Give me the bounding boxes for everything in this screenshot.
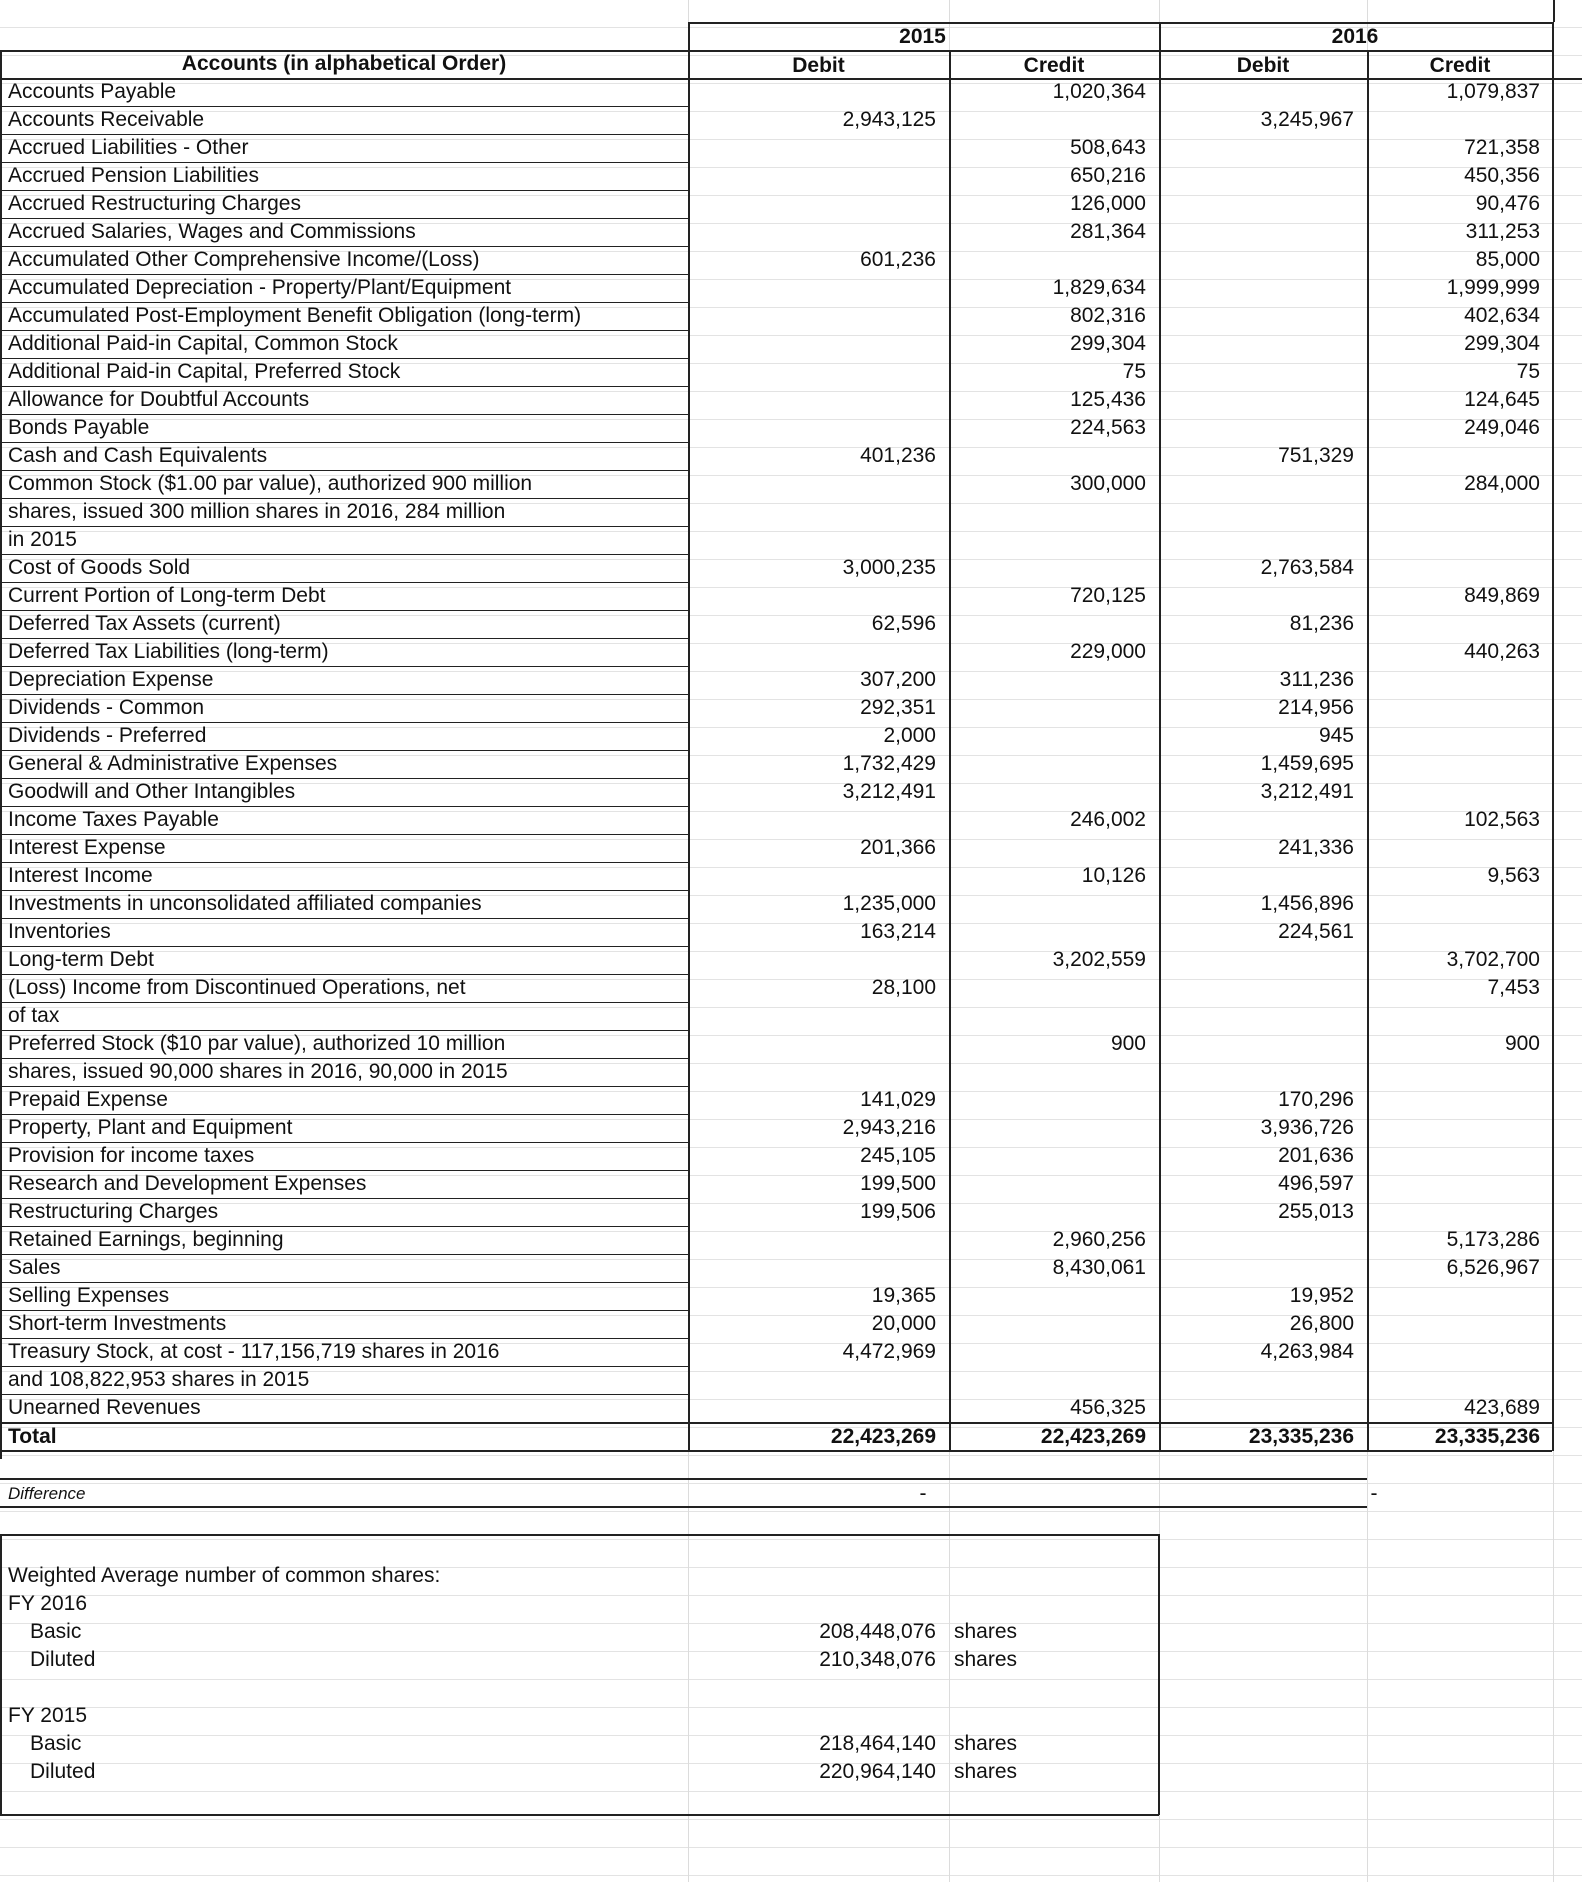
debit-2015-cell[interactable]: 4,472,969 <box>842 1340 936 1363</box>
credit-2016-cell[interactable]: 75 <box>1516 360 1540 383</box>
account-name[interactable]: Retained Earnings, beginning <box>8 1228 284 1251</box>
account-name[interactable]: Long-term Debt <box>8 948 154 971</box>
debit-2015-cell[interactable]: 2,943,125 <box>842 108 936 131</box>
debit-2016-cell[interactable]: 81,236 <box>1289 612 1354 635</box>
credit-2015-cell[interactable]: 456,325 <box>1070 1396 1146 1419</box>
debit-2015-cell[interactable]: 1,732,429 <box>842 752 936 775</box>
fy2016-basic-unit: shares <box>954 1620 1018 1643</box>
account-name[interactable]: Accumulated Depreciation - Property/Plant/Equipment <box>8 276 512 299</box>
credit-2015-cell[interactable]: 246,002 <box>1070 808 1146 831</box>
account-name[interactable]: Investments in unconsolidated affiliated companies <box>8 892 482 915</box>
credit-2015-cell[interactable]: 125,436 <box>1070 388 1146 411</box>
difference-2016[interactable]: - <box>1370 1482 1378 1505</box>
table-right-border <box>1552 22 1554 1451</box>
credit-2016-cell[interactable]: 1,999,999 <box>1446 276 1540 299</box>
account-name[interactable]: Provision for income taxes <box>8 1144 255 1167</box>
fy2016-basic-value[interactable]: 208,448,076 <box>819 1620 936 1643</box>
account-name[interactable]: Deferred Tax Assets (current) <box>8 612 281 635</box>
debit-2016-cell[interactable]: 945 <box>1318 724 1354 747</box>
credit-2016-cell[interactable]: 85,000 <box>1475 248 1540 271</box>
account-name[interactable]: Preferred Stock ($10 par value), authorized 10 million <box>8 1032 506 1055</box>
credit-2016-cell[interactable]: 3,702,700 <box>1446 948 1540 971</box>
account-name[interactable]: Treasury Stock, at cost - 117,156,719 shares in 2016 <box>8 1340 500 1363</box>
accounts-column-header: Accounts (in alphabetical Order) <box>181 52 507 75</box>
credit-2015-cell[interactable]: 10,126 <box>1081 864 1146 887</box>
debit-2015-cell[interactable]: 2,000 <box>883 724 936 747</box>
account-name[interactable]: Accrued Liabilities - Other <box>8 136 249 159</box>
credit-2015-cell[interactable]: 3,202,559 <box>1052 948 1146 971</box>
debit-2015-cell[interactable]: 307,200 <box>860 668 936 691</box>
credit-2016-cell[interactable]: 450,356 <box>1464 164 1540 187</box>
credit-2016-cell[interactable]: 102,563 <box>1464 808 1540 831</box>
account-name[interactable]: (Loss) Income from Discontinued Operations, net <box>8 976 466 999</box>
debit-2016-cell[interactable]: 170,296 <box>1278 1088 1354 1111</box>
account-name[interactable]: Restructuring Charges <box>8 1200 219 1223</box>
table-left-border <box>0 50 2 1459</box>
credit-2015-cell[interactable]: 2,960,256 <box>1052 1228 1146 1251</box>
account-name[interactable]: Cost of Goods Sold <box>8 556 191 579</box>
account-name[interactable]: Selling Expenses <box>8 1284 170 1307</box>
account-name[interactable]: Current Portion of Long-term Debt <box>8 584 326 607</box>
fy2016-diluted-unit: shares <box>954 1648 1018 1671</box>
credit-2015-cell[interactable]: 720,125 <box>1070 584 1146 607</box>
debit-2015-cell[interactable]: 601,236 <box>860 248 936 271</box>
debit-2016-cell[interactable]: 496,597 <box>1278 1172 1354 1195</box>
account-name[interactable]: Short-term Investments <box>8 1312 227 1335</box>
account-name[interactable]: Bonds Payable <box>8 416 150 439</box>
account-name[interactable]: in 2015 <box>8 528 77 551</box>
credit-2015-header: Credit <box>1023 54 1085 77</box>
debit-2015-cell[interactable]: 3,212,491 <box>842 780 936 803</box>
credit-2016-cell[interactable]: 284,000 <box>1464 472 1540 495</box>
account-name[interactable]: Accumulated Other Comprehensive Income/(Loss) <box>8 248 480 271</box>
credit-2015-cell[interactable]: 126,000 <box>1070 192 1146 215</box>
debit-2016-cell[interactable]: 1,459,695 <box>1260 752 1354 775</box>
account-name[interactable]: Additional Paid-in Capital, Preferred Stock <box>8 360 401 383</box>
account-name[interactable]: Allowance for Doubtful Accounts <box>8 388 310 411</box>
difference-top-border <box>0 1478 1367 1480</box>
debit-2015-cell[interactable]: 2,943,216 <box>842 1116 936 1139</box>
credit-2015-cell[interactable]: 229,000 <box>1070 640 1146 663</box>
debit-2015-cell[interactable]: 141,029 <box>860 1088 936 1111</box>
account-name[interactable]: shares, issued 90,000 shares in 2016, 90,000 in 2015 <box>8 1060 508 1083</box>
credit-2016-cell[interactable]: 5,173,286 <box>1446 1228 1540 1251</box>
credit-2015-cell[interactable]: 1,829,634 <box>1052 276 1146 299</box>
debit-2016-cell[interactable]: 751,329 <box>1278 444 1354 467</box>
account-name[interactable]: Accrued Restructuring Charges <box>8 192 301 215</box>
account-name[interactable]: Deferred Tax Liabilities (long-term) <box>8 640 329 663</box>
debit-2015-cell[interactable]: 19,365 <box>871 1284 936 1307</box>
total-credit-2015[interactable]: 22,423,269 <box>1040 1425 1146 1448</box>
debit-2015-header: Debit <box>792 54 845 77</box>
credit-2016-cell[interactable]: 402,634 <box>1464 304 1540 327</box>
credit-2016-cell[interactable]: 299,304 <box>1464 332 1540 355</box>
account-name[interactable]: Dividends - Preferred <box>8 724 207 747</box>
credit-2015-cell[interactable]: 299,304 <box>1070 332 1146 355</box>
credit-2016-cell[interactable]: 7,453 <box>1487 976 1540 999</box>
account-name[interactable]: Accrued Salaries, Wages and Commissions <box>8 220 416 243</box>
difference-label: Difference <box>8 1484 86 1503</box>
debit-2016-cell[interactable]: 201,636 <box>1278 1144 1354 1167</box>
account-name[interactable]: shares, issued 300 million shares in 2016, 284 million <box>8 500 506 523</box>
account-name[interactable]: General & Administrative Expenses <box>8 752 338 775</box>
total-debit-2015[interactable]: 22,423,269 <box>830 1425 936 1448</box>
account-name[interactable]: and 108,822,953 shares in 2015 <box>8 1368 310 1391</box>
shares-box-right <box>1158 1534 1160 1815</box>
debit-2015-cell[interactable]: 1,235,000 <box>842 892 936 915</box>
debit-2015-cell[interactable]: 28,100 <box>871 976 936 999</box>
account-name[interactable]: Cash and Cash Equivalents <box>8 444 268 467</box>
account-name[interactable]: Unearned Revenues <box>8 1396 201 1419</box>
account-name[interactable]: Accounts Payable <box>8 80 177 103</box>
debit-2015-cell[interactable]: 3,000,235 <box>842 556 936 579</box>
account-name[interactable]: Research and Development Expenses <box>8 1172 367 1195</box>
account-name[interactable]: Sales <box>8 1256 61 1279</box>
debit-2015-cell[interactable]: 292,351 <box>860 696 936 719</box>
total-bottom-border <box>0 1450 1552 1452</box>
credit-2015-cell[interactable]: 900 <box>1110 1032 1146 1055</box>
debit-2016-cell[interactable]: 241,336 <box>1278 836 1354 859</box>
account-name[interactable]: Prepaid Expense <box>8 1088 168 1111</box>
fy2015-basic-value[interactable]: 218,464,140 <box>819 1732 936 1755</box>
credit-2015-cell[interactable]: 802,316 <box>1070 304 1146 327</box>
fy2015-diluted-label: Diluted <box>30 1760 96 1783</box>
debit-2016-cell[interactable]: 4,263,984 <box>1260 1340 1354 1363</box>
year-2015-header: 2015 <box>899 25 946 48</box>
credit-2016-cell[interactable]: 9,563 <box>1487 864 1540 887</box>
debit-2016-cell[interactable]: 1,456,896 <box>1260 892 1354 915</box>
difference-2015[interactable]: - <box>919 1482 927 1505</box>
fy2015-basic-label: Basic <box>30 1732 82 1755</box>
shares-box-bottom <box>0 1814 1159 1816</box>
credit-2016-cell[interactable]: 849,869 <box>1464 584 1540 607</box>
debit-2016-header: Debit <box>1236 54 1290 77</box>
debit-2015-cell[interactable]: 245,105 <box>860 1144 936 1167</box>
account-name[interactable]: Additional Paid-in Capital, Common Stock <box>8 332 398 355</box>
credit-2016-cell[interactable]: 721,358 <box>1464 136 1540 159</box>
credit-2015-cell[interactable]: 224,563 <box>1070 416 1146 439</box>
credit-2016-header: Credit <box>1429 54 1491 77</box>
total-debit-2016[interactable]: 23,335,236 <box>1248 1425 1354 1448</box>
credit-2015-cell[interactable]: 508,643 <box>1070 136 1146 159</box>
debit-2015-cell[interactable]: 201,366 <box>860 836 936 859</box>
table-right-border-top <box>1553 0 1555 22</box>
account-name[interactable]: Inventories <box>8 920 111 943</box>
credit-2016-cell[interactable]: 6,526,967 <box>1446 1256 1540 1279</box>
debit-2016-cell[interactable]: 26,800 <box>1289 1312 1354 1335</box>
debit-2015-cell[interactable]: 20,000 <box>871 1312 936 1335</box>
debit-2016-cell[interactable]: 3,245,967 <box>1260 108 1354 131</box>
debit-2015-cell[interactable]: 62,596 <box>871 612 936 635</box>
account-name[interactable]: Income Taxes Payable <box>8 808 219 831</box>
account-name[interactable]: Accounts Receivable <box>8 108 205 131</box>
debit-2015-cell[interactable]: 199,500 <box>860 1172 936 1195</box>
debit-2016-cell[interactable]: 2,763,584 <box>1260 556 1354 579</box>
account-name[interactable]: Goodwill and Other Intangibles <box>8 780 296 803</box>
total-credit-2016[interactable]: 23,335,236 <box>1434 1425 1540 1448</box>
fy2016-label: FY 2016 <box>8 1592 88 1615</box>
account-name[interactable]: Interest Expense <box>8 836 166 859</box>
fy2015-diluted-value[interactable]: 220,964,140 <box>819 1760 936 1783</box>
debit-2015-cell[interactable]: 163,214 <box>860 920 936 943</box>
fy2015-basic-unit: shares <box>954 1732 1018 1755</box>
fy2015-diluted-unit: shares <box>954 1760 1018 1783</box>
account-name[interactable]: Depreciation Expense <box>8 668 214 691</box>
credit-2016-cell[interactable]: 249,046 <box>1464 416 1540 439</box>
debit-2015-cell[interactable]: 401,236 <box>860 444 936 467</box>
credit-2015-cell[interactable]: 75 <box>1122 360 1146 383</box>
account-name[interactable]: Dividends - Common <box>8 696 205 719</box>
debit-2016-cell[interactable]: 311,236 <box>1279 668 1354 691</box>
debit-2016-cell[interactable]: 3,936,726 <box>1260 1116 1354 1139</box>
credit-2016-cell[interactable]: 440,263 <box>1464 640 1540 663</box>
account-name[interactable]: of tax <box>8 1004 60 1027</box>
credit-2015-cell[interactable]: 300,000 <box>1070 472 1146 495</box>
shares-box-left <box>0 1534 2 1815</box>
year-2016-header: 2016 <box>1331 25 1379 48</box>
credit-2016-cell[interactable]: 423,689 <box>1464 1396 1540 1419</box>
credit-2015-cell[interactable]: 8,430,061 <box>1052 1256 1146 1279</box>
credit-2016-cell[interactable]: 311,253 <box>1465 220 1540 243</box>
credit-2016-cell[interactable]: 124,645 <box>1464 388 1540 411</box>
account-name[interactable]: Accumulated Post-Employment Benefit Obligation (long-term) <box>8 304 582 327</box>
debit-2016-cell[interactable]: 224,561 <box>1278 920 1354 943</box>
total-label: Total <box>8 1425 57 1448</box>
shares-title: Weighted Average number of common shares: <box>8 1564 441 1587</box>
shares-box-top <box>0 1534 1159 1536</box>
credit-2015-cell[interactable]: 650,216 <box>1070 164 1146 187</box>
debit-2016-cell[interactable]: 3,212,491 <box>1260 780 1354 803</box>
debit-2016-cell[interactable]: 19,952 <box>1289 1284 1354 1307</box>
fy2015-label: FY 2015 <box>8 1704 88 1727</box>
credit-2016-cell[interactable]: 90,476 <box>1475 192 1540 215</box>
fy2016-basic-label: Basic <box>30 1620 82 1643</box>
credit-2015-cell[interactable]: 281,364 <box>1070 220 1146 243</box>
account-name[interactable]: Common Stock ($1.00 par value), authorized 900 million <box>8 472 533 495</box>
credit-2015-cell[interactable]: 1,020,364 <box>1052 80 1146 103</box>
account-name[interactable]: Property, Plant and Equipment <box>8 1116 293 1139</box>
account-name[interactable]: Interest Income <box>8 864 153 887</box>
fy2016-diluted-value[interactable]: 210,348,076 <box>819 1648 936 1671</box>
fy2016-diluted-label: Diluted <box>30 1648 96 1671</box>
debit-2016-cell[interactable]: 214,956 <box>1278 696 1354 719</box>
credit-2016-cell[interactable]: 1,079,837 <box>1446 80 1540 103</box>
debit-2016-cell[interactable]: 255,013 <box>1278 1200 1354 1223</box>
credit-2016-cell[interactable]: 900 <box>1504 1032 1540 1055</box>
account-name[interactable]: Accrued Pension Liabilities <box>8 164 259 187</box>
debit-2015-cell[interactable]: 199,506 <box>860 1200 936 1223</box>
